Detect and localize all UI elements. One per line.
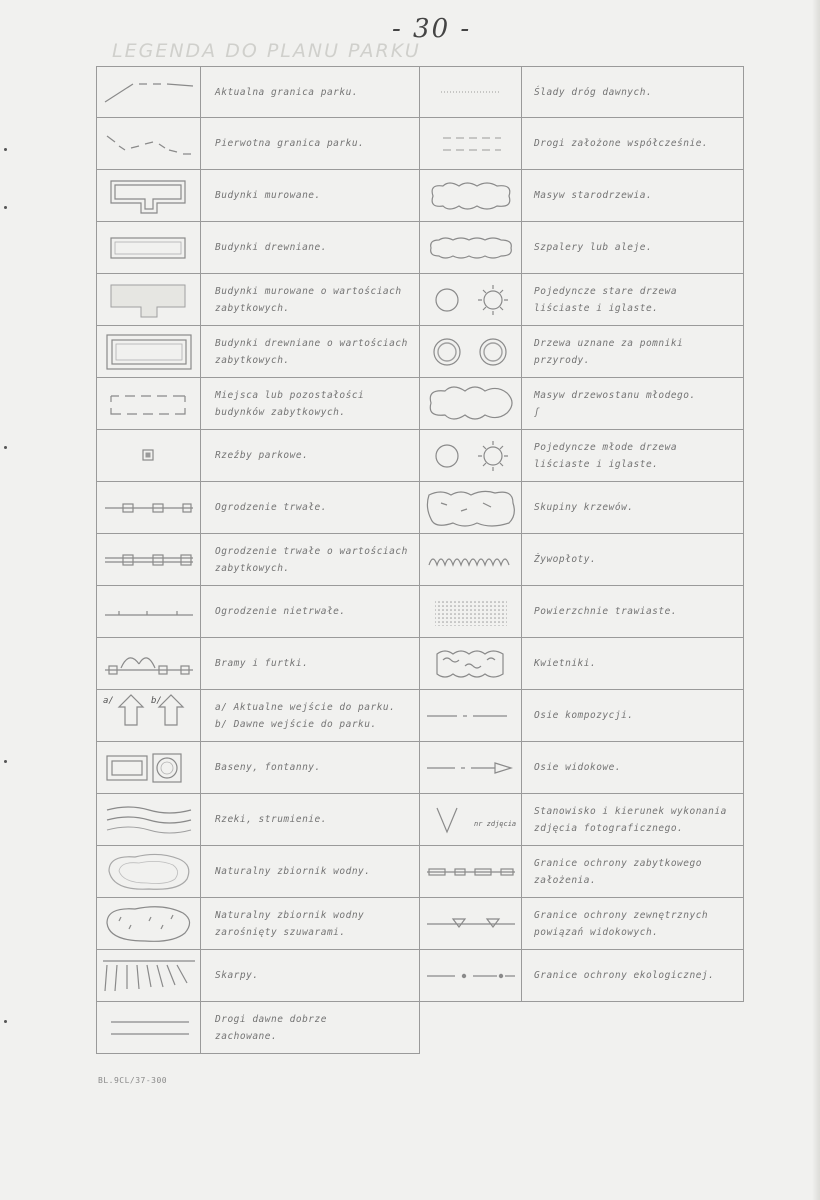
historic-wooden-building-icon bbox=[96, 326, 201, 377]
legend-label: Aktualna granica parku. bbox=[201, 67, 420, 117]
legend-label: Ogrodzenie trwałe. bbox=[201, 482, 420, 533]
natural-pond-icon bbox=[96, 846, 201, 897]
legend-label: Osie kompozycji. bbox=[522, 690, 744, 741]
legend-label: Szpalery lub aleje. bbox=[522, 222, 744, 273]
page-number: - 30 - bbox=[392, 14, 472, 44]
legend-label: Pojedyncze młode drzewa liściaste i iglaste. bbox=[522, 430, 744, 481]
legend-row bbox=[96, 898, 744, 950]
legend-row bbox=[96, 326, 744, 378]
gate-icon bbox=[96, 638, 201, 689]
historic-brick-building-icon bbox=[96, 274, 201, 325]
wooden-building-icon bbox=[96, 222, 201, 273]
legend-row bbox=[96, 950, 744, 1002]
legend-label: Pojedyncze stare drzewa liściaste i iglaste. bbox=[522, 274, 744, 325]
legend-label: Masyw drzewostanu młodego. ʃ bbox=[522, 378, 744, 429]
photo-number-tag: nr zdjęcia bbox=[474, 820, 517, 828]
margin-mark bbox=[4, 1020, 7, 1023]
legend-label: Naturalny zbiornik wodny. bbox=[201, 846, 420, 897]
reed-pond-icon bbox=[96, 898, 201, 949]
legend-row bbox=[96, 430, 744, 482]
legend-row bbox=[96, 482, 744, 534]
legend-row bbox=[96, 794, 744, 846]
legend-label: Ogrodzenie nietrwałe. bbox=[201, 586, 420, 637]
legend-label: Budynki murowane. bbox=[201, 170, 420, 221]
historic-fence-icon bbox=[96, 534, 201, 585]
legend-label: Rzeźby parkowe. bbox=[201, 430, 420, 481]
external-view-boundary-icon bbox=[420, 898, 522, 949]
composition-axis-icon bbox=[420, 690, 522, 741]
legend-label: Rzeki, strumienie. bbox=[201, 794, 420, 845]
legend-label: Granice ochrony zabytkowego założenia. bbox=[522, 846, 744, 897]
lawn-icon bbox=[420, 586, 522, 637]
legend-label: Granice ochrony ekologicznej. bbox=[522, 950, 744, 1001]
young-tree-mass-icon bbox=[420, 378, 522, 429]
legend-label: Osie widokowe. bbox=[522, 742, 744, 793]
margin-mark bbox=[4, 760, 7, 763]
legend-title: LEGENDA DO PLANU PARKU bbox=[112, 40, 421, 62]
empty-cell bbox=[420, 1002, 744, 1054]
legend-row bbox=[96, 534, 744, 586]
legend-label: Naturalny zbiornik wodny zarośnięty szuwarami. bbox=[201, 898, 420, 949]
entrance-tag: b/ bbox=[151, 696, 162, 706]
legend-label: Masyw starodrzewia. bbox=[522, 170, 744, 221]
legend-row bbox=[96, 118, 744, 170]
legend-row bbox=[96, 586, 744, 638]
dashed-line-icon bbox=[420, 118, 522, 169]
legend-rows bbox=[96, 66, 744, 1054]
margin-mark bbox=[4, 206, 7, 209]
legend-label: Drogi dawne dobrze zachowane. bbox=[201, 1002, 420, 1054]
shrub-group-icon bbox=[420, 482, 522, 533]
legend-label: Ogrodzenie trwałe o wartościach zabytkowych. bbox=[201, 534, 420, 585]
river-icon bbox=[96, 794, 201, 845]
legend-label: Drogi założone współcześnie. bbox=[522, 118, 744, 169]
temporary-fence-icon bbox=[96, 586, 201, 637]
legend-label: Stanowisko i kierunek wykonania zdjęcia fotograficznego. bbox=[522, 794, 744, 845]
permanent-fence-icon bbox=[96, 482, 201, 533]
legend-label: Miejsca lub pozostałości budynków zabytkowych. bbox=[201, 378, 420, 429]
dashed-boundary-line-icon bbox=[96, 118, 201, 169]
legend-row bbox=[96, 274, 744, 326]
park-entrance-arrow-icon bbox=[96, 690, 201, 741]
legend-label: a/ Aktualne wejście do parku. b/ Dawne wejście do parku. bbox=[201, 690, 420, 741]
ecological-boundary-icon bbox=[420, 950, 522, 1001]
view-axis-icon bbox=[420, 742, 522, 793]
legend-row bbox=[96, 638, 744, 690]
page-edge-shadow bbox=[812, 0, 820, 1200]
legend-label: Bramy i furtki. bbox=[201, 638, 420, 689]
legend-label: Kwietniki. bbox=[522, 638, 744, 689]
legend-label: Drzewa uznane za pomniki przyrody. bbox=[522, 326, 744, 377]
old-road-icon bbox=[96, 1002, 201, 1054]
dash-dot-boundary-line-icon bbox=[96, 67, 201, 117]
legend-label: Żywopłoty. bbox=[522, 534, 744, 585]
building-remains-icon bbox=[96, 378, 201, 429]
legend-row bbox=[96, 742, 744, 794]
legend-row bbox=[96, 378, 744, 430]
single-old-trees-icon bbox=[420, 274, 522, 325]
old-tree-mass-icon bbox=[420, 170, 522, 221]
flower-bed-icon bbox=[420, 638, 522, 689]
legend-row bbox=[96, 1002, 744, 1054]
dotted-line-icon bbox=[420, 67, 522, 117]
legend-label: Ślady dróg dawnych. bbox=[522, 67, 744, 117]
legend-label: Pierwotna granica parku. bbox=[201, 118, 420, 169]
legend-label: Skupiny krzewów. bbox=[522, 482, 744, 533]
monument-trees-icon bbox=[420, 326, 522, 377]
legend-row bbox=[96, 690, 744, 742]
slope-icon bbox=[96, 950, 201, 1001]
legend-row bbox=[96, 170, 744, 222]
legend-label: Budynki drewniane o wartościach zabytkowych. bbox=[201, 326, 420, 377]
legend-label: Budynki drewniane. bbox=[201, 222, 420, 273]
legend-label: Granice ochrony zewnętrznych powiązań widokowych. bbox=[522, 898, 744, 949]
monument-protection-boundary-icon bbox=[420, 846, 522, 897]
legend-label: Baseny, fontanny. bbox=[201, 742, 420, 793]
pool-fountain-icon bbox=[96, 742, 201, 793]
sculpture-icon bbox=[96, 430, 201, 481]
margin-mark bbox=[4, 148, 7, 151]
hedge-icon bbox=[420, 534, 522, 585]
footer-note: BL.9CL/37-300 bbox=[98, 1076, 168, 1085]
brick-building-icon bbox=[96, 170, 201, 221]
legend-row bbox=[96, 66, 744, 118]
legend-label: Skarpy. bbox=[201, 950, 420, 1001]
tree-row-icon bbox=[420, 222, 522, 273]
legend-row bbox=[96, 846, 744, 898]
legend-label: Powierzchnie trawiaste. bbox=[522, 586, 744, 637]
single-young-trees-icon bbox=[420, 430, 522, 481]
legend-label: Budynki murowane o wartościach zabytkowych. bbox=[201, 274, 420, 325]
entrance-tag: a/ bbox=[103, 696, 114, 706]
photo-direction-icon bbox=[420, 794, 522, 845]
legend-row bbox=[96, 222, 744, 274]
margin-mark bbox=[4, 446, 7, 449]
legend-table bbox=[96, 66, 744, 1056]
